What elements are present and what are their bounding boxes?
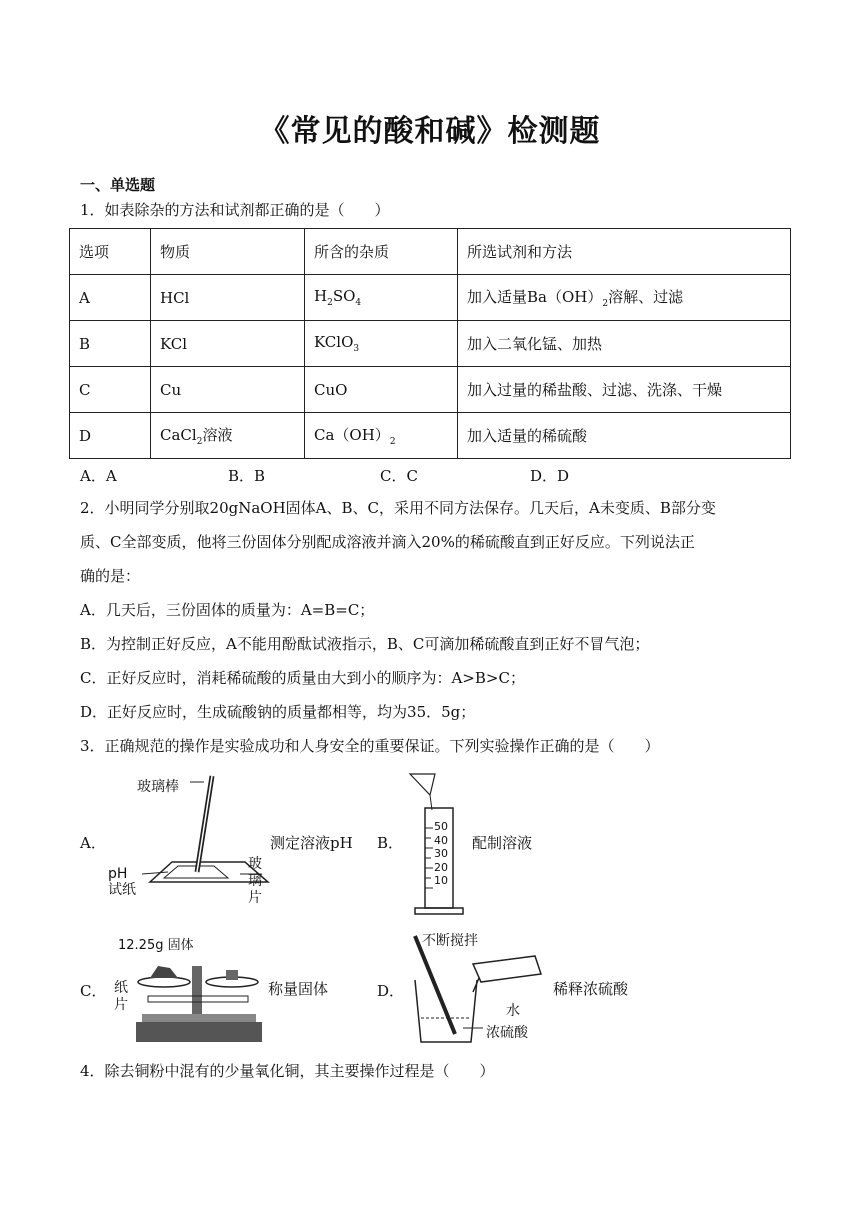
paper-label: 纸 片 xyxy=(114,980,128,1013)
table-cell xyxy=(305,275,458,321)
formula-text: KClO xyxy=(314,333,354,351)
q2-option-c[interactable]: C．正好反应时，消耗稀硫酸的质量由大到小的顺序为：A>B>C； xyxy=(80,669,525,687)
table-cell: CuO xyxy=(305,367,458,413)
section-heading: 一、单选题 xyxy=(80,176,156,194)
q1-stem: 1．如表除杂的方法和试剂都正确的是（ ） xyxy=(80,201,390,219)
page-title: 《常见的酸和碱》检测题 xyxy=(259,114,601,149)
q3-option-a[interactable]: A． xyxy=(80,834,106,852)
left-pan xyxy=(138,977,190,987)
q4-stem: 4．除去铜粉中混有的少量氧化铜，其主要操作过程是（ ） xyxy=(80,1062,495,1080)
q3-option-b[interactable]: B． xyxy=(377,834,404,852)
ph-paper-label: pH 试纸 xyxy=(108,866,136,898)
balance-base xyxy=(136,1022,262,1042)
balance-drawing xyxy=(128,952,268,1047)
q1-option-d[interactable]: D．D xyxy=(530,467,570,485)
q3-option-c[interactable]: C． xyxy=(80,982,107,1000)
table-cell xyxy=(458,275,791,321)
acid-label: 浓硫酸 xyxy=(486,1025,528,1041)
formula-subscript: 2 xyxy=(196,437,203,447)
cylinder-base xyxy=(415,908,463,914)
tick-label: 50 xyxy=(434,820,448,833)
table-cell: 加入适量的稀硫酸 xyxy=(458,413,791,459)
table-row xyxy=(70,321,791,367)
formula-text: CaCl xyxy=(160,426,197,444)
table-cell: A xyxy=(70,275,151,321)
q2-stem-line: 2．小明同学分别取20gNaOH固体A、B、C，采用不同方法保存。几天后，A未变质、B部分变 xyxy=(80,499,716,517)
formula-subscript: 2 xyxy=(602,299,609,309)
table-cell xyxy=(151,413,305,459)
q2-option-b[interactable]: B．为控制正好反应，A不能用酚酞试液指示，B、C可滴加稀硫酸直到正好不冒气泡； xyxy=(80,635,650,653)
q2-option-d[interactable]: D．正好反应时，生成硫酸钠的质量都相等，均为35．5g； xyxy=(80,703,476,721)
table-header-cell: 所含的杂质 xyxy=(305,229,458,275)
tick-label: 20 xyxy=(434,860,448,874)
funnel-paper-shape xyxy=(410,774,435,795)
solid-mass-label: 12.25g 固体 xyxy=(118,938,194,953)
solid-on-paper xyxy=(150,966,178,978)
formula-text: 溶液 xyxy=(202,426,233,444)
glass-rod-label: 玻璃棒 xyxy=(137,779,179,795)
table-cell: Cu xyxy=(151,367,305,413)
formula-subscript: 2 xyxy=(327,298,333,308)
table-cell: B xyxy=(70,321,151,367)
q1-option-a[interactable]: A．A xyxy=(80,467,117,485)
water-bottle xyxy=(473,956,541,982)
balance-illustration xyxy=(128,952,268,1047)
formula-text: SO xyxy=(332,287,356,305)
water-label: 水 xyxy=(506,1003,520,1019)
glass-plate-label: 玻 璃 片 xyxy=(248,856,262,906)
formula-subscript: 4 xyxy=(355,298,362,308)
table-header-cell: 所选试剂和方法 xyxy=(458,229,791,275)
table-header-row xyxy=(70,229,791,275)
balance-deck xyxy=(142,1014,256,1022)
tick-label: 10 xyxy=(434,874,448,887)
q3-caption-a: 测定溶液pH xyxy=(270,834,353,852)
table-cell xyxy=(305,321,458,367)
q3-caption-c: 称量固体 xyxy=(268,980,329,998)
cylinder-tick-labels xyxy=(434,820,454,888)
table-cell xyxy=(305,413,458,459)
q3-stem: 3．正确规范的操作是实验成功和人身安全的重要保证。下列实验操作正确的是（ ） xyxy=(80,737,660,755)
q3-caption-b: 配制溶液 xyxy=(472,834,533,852)
q1-option-b[interactable]: B．B xyxy=(228,467,266,485)
table-cell: C xyxy=(70,367,151,413)
q3-option-d[interactable]: D． xyxy=(377,982,405,1000)
q3-caption-d: 稀释浓硫酸 xyxy=(553,980,629,998)
table-cell: 加入二氧化锰、加热 xyxy=(458,321,791,367)
q1-option-c[interactable]: C．C xyxy=(380,467,418,485)
table-cell: 加入过量的稀盐酸、过滤、洗涤、干燥 xyxy=(458,367,791,413)
table-row xyxy=(70,367,791,413)
q2-stem-line: 确的是： xyxy=(80,567,141,585)
balance-pillar xyxy=(192,966,202,1014)
q1-table xyxy=(69,228,791,459)
method-text: 加入适量Ba（OH） xyxy=(467,288,603,306)
formula-subscript: 3 xyxy=(353,344,360,354)
stir-label: 不断搅拌 xyxy=(422,933,478,949)
cylinder-tick-marks xyxy=(425,828,433,888)
q2-stem-line: 质、C全部变质，他将三份固体分别配成溶液并滴入20%的稀硫酸直到正好反应。下列说法正 xyxy=(80,533,695,551)
table-row xyxy=(70,275,791,321)
table-cell: D xyxy=(70,413,151,459)
q2-option-a[interactable]: A．几天后，三份固体的质量为：A=B=C； xyxy=(80,601,375,619)
table-row xyxy=(70,413,791,459)
stirring-rod xyxy=(415,936,455,1034)
weight-block xyxy=(226,970,238,980)
table-cell: HCl xyxy=(151,275,305,321)
tick-label: 30 xyxy=(434,847,448,860)
formula-text: Ca（OH） xyxy=(314,426,390,444)
paper-label-leader xyxy=(142,872,168,874)
tick-label: 40 xyxy=(434,833,448,847)
formula-subscript: 2 xyxy=(389,437,396,447)
table-header-cell: 选项 xyxy=(70,229,151,275)
formula-text: H xyxy=(314,287,328,305)
table-cell: KCl xyxy=(151,321,305,367)
table-header-cell: 物质 xyxy=(151,229,305,275)
method-text: 溶解、过滤 xyxy=(608,288,684,306)
glass-rod-highlight xyxy=(197,776,212,872)
